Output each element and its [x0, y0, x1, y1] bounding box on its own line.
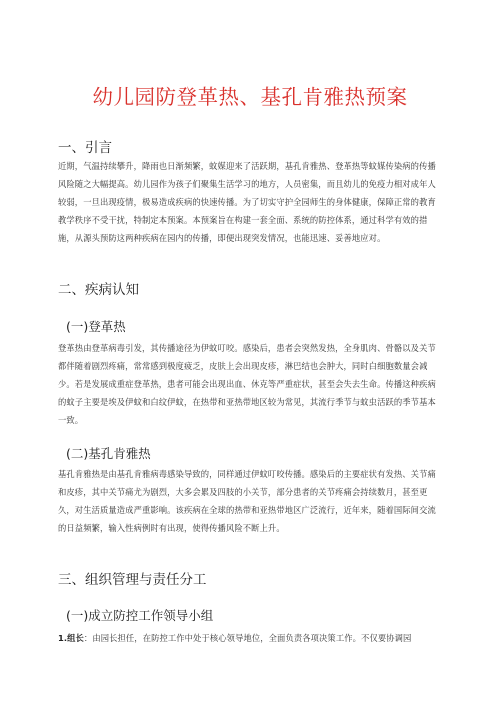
- section-heading-intro: 一、引言: [58, 140, 112, 156]
- lead-text: ：由园长担任，在防控工作中处于核心领导地位，全面负责各项决策工作。不仅要协调园: [83, 633, 412, 643]
- subsection-heading-leadership-group: (一)成立防控工作领导小组: [66, 608, 214, 623]
- section-heading-disease: 二、疾病认知: [58, 282, 139, 298]
- lead-label: 1.组长: [58, 633, 84, 643]
- section-paragraph-intro: 近期，气温持续攀升，降雨也日渐频繁，蚊媒迎来了活跃期，基孔肯雅热、登革热等蚊媒传染病的传播风险随之大幅提高。幼儿园作为孩子们聚集生活学习的地方，人员密集，而且幼儿的免疫力相对成年人较弱，一旦出现疫情，极易造成疾病的快速传播。为了切实守护全园师生的身体健康，保障正常的教育教学秩序不受干扰，特制定本预案。本预案旨在构建一套全面、系统的防控体系，通过科学有效的措施，从源头预防这两种疾病在园内的传播，即便出现突发情况，也能迅速、妥善地应对。: [58, 161, 436, 243]
- subsection-paragraph-chikungunya: 基孔肯雅热是由基孔肯雅病毒感染导致的，同样通过伊蚊叮咬传播。感染后的主要症状有发热、关节痛和皮疹，其中关节痛尤为剧烈，大多会累及四肢的小关节，部分患者的关节疼痛会持续数月，甚至更久，对生活质量造成严重影响。该疾病在全球的热带和亚热带地区广泛流行，近年来，随着国际间交流的日益频繁，输入性病例时有出现，使得传播风险不断上升。: [58, 469, 436, 533]
- subsection-heading-dengue: (一)登革热: [66, 319, 126, 334]
- subsection-heading-chikungunya: (二)基孔肯雅热: [66, 446, 151, 461]
- subsection-paragraph-dengue: 登革热由登革病毒引发，其传播途径为伊蚊叮咬。感染后，患者会突然发热，全身肌肉、骨骼以及关节都伴随着剧烈疼痛，常常感到极度疲乏，皮肤上会出现皮疹，淋巴结也会肿大，同时白细胞数量会减少。若是发展成重症登革热，患者可能会出现出血、休克等严重症状，甚至会失去生命。传播这种疾病的蚊子主要是埃及伊蚊和白纹伊蚊，在热带和亚热带地区较为常见，其流行季节与蚊虫活跃的季节基本一致。: [58, 343, 436, 425]
- section-heading-organization: 三、组织管理与责任分工: [58, 572, 207, 588]
- document-title: 幼儿园防登革热、基孔肯雅热预案: [92, 85, 408, 109]
- subsection-paragraph-leadership-group: [58, 629, 442, 647]
